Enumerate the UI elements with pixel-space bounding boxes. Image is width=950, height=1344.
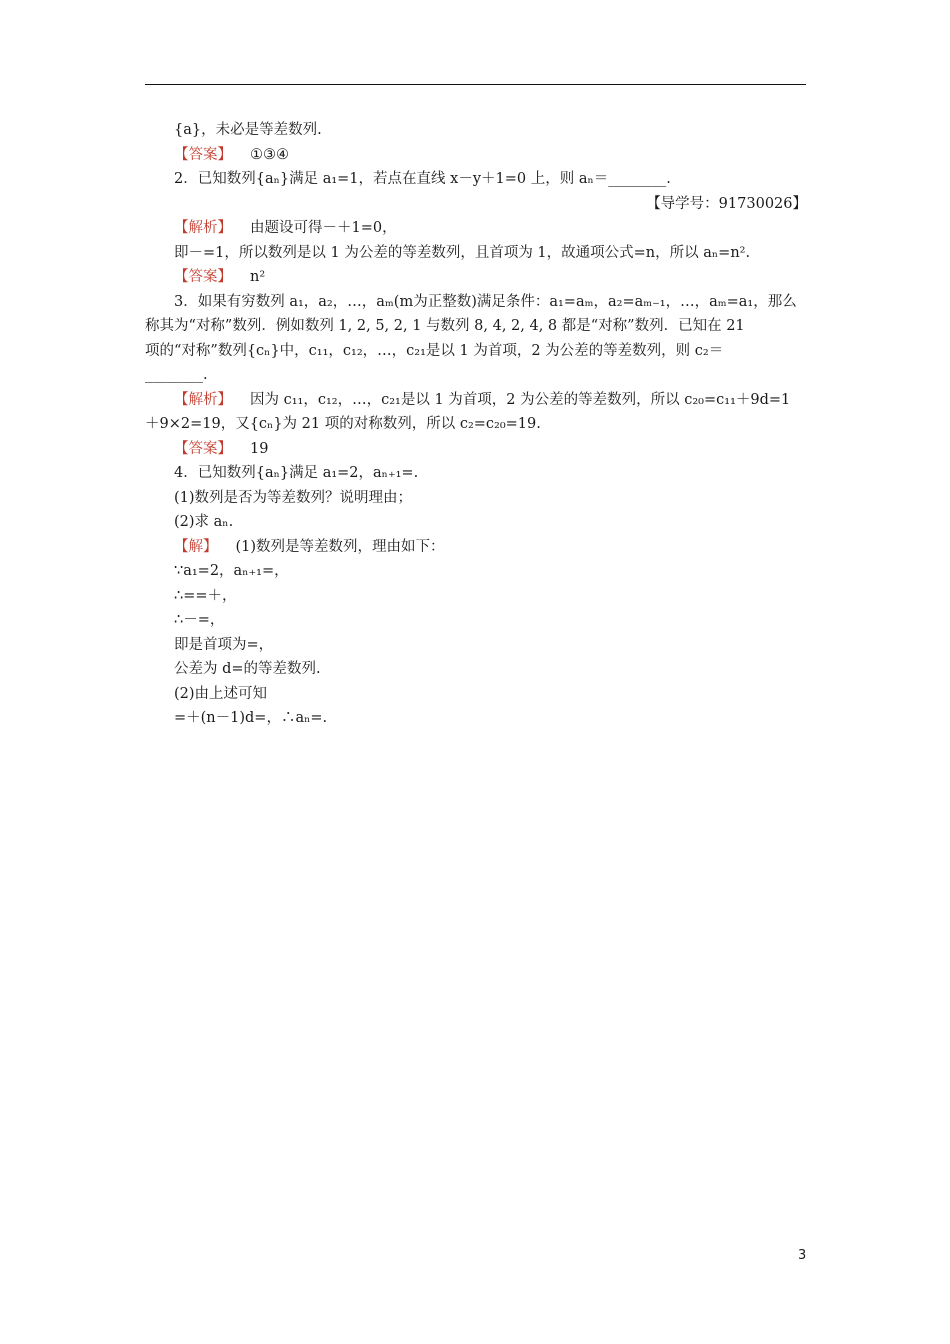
solution-label: 【解】 bbox=[174, 538, 218, 555]
text-line: ∵a₁=2，aₙ₊₁=， bbox=[174, 563, 289, 579]
text-line: (1)数列是否为等差数列？说明理由； bbox=[174, 489, 413, 506]
answer-line: 【答案】 n² bbox=[174, 269, 266, 285]
answer-line: 【答案】 19 bbox=[174, 440, 269, 457]
text-line: (2)求 aₙ. bbox=[174, 514, 234, 530]
text-line: ________. bbox=[145, 367, 208, 383]
analysis-label: 【解析】 bbox=[174, 220, 232, 236]
question-3: 3．如果有穷数列 a₁，a₂，…，aₘ(m为正整数)满足条件：a₁=aₘ，a₂=aₘ₋₁，…，aₘ=a₁，那么 bbox=[174, 293, 797, 310]
question-2: 2．已知数列{aₙ}满足 a₁=1，若点在直线 x－y＋1=0 上，则 aₙ＝________. bbox=[174, 171, 671, 187]
question-4: 4．已知数列{aₙ}满足 a₁=2，aₙ₊₁=. bbox=[174, 465, 419, 481]
analysis-label: 【解析】 bbox=[174, 391, 232, 408]
text-line: ∴==＋， bbox=[174, 587, 237, 604]
text-line: ∴－=， bbox=[174, 612, 225, 628]
text-line: 即是首项为=， bbox=[174, 636, 274, 653]
header-rule bbox=[145, 84, 806, 85]
document-body bbox=[145, 118, 807, 731]
answer-label: 【答案】 bbox=[174, 269, 232, 285]
guide-number: 【导学号：91730026】 bbox=[646, 195, 807, 212]
text-line: =＋(n－1)d=，∴aₙ=. bbox=[174, 710, 328, 726]
page-number: 3 bbox=[798, 1248, 807, 1263]
text-line: {a}，未必是等差数列. bbox=[174, 122, 322, 138]
text-line: (2)由上述可知 bbox=[174, 685, 268, 702]
text-line: 称其为“对称”数列．例如数列 1, 2, 5, 2, 1 与数列 8, 4, 2, 4, 8 都是“对称”数列．已知在 21 bbox=[145, 318, 745, 334]
text-line: 即－=1，所以数列是以 1 为公差的等差数列，且首项为 1，故通项公式=n，所以 aₙ=n². bbox=[174, 244, 751, 261]
text-line: ＋9×2=19，又{cₙ}为 21 项的对称数列，所以 c₂=c₂₀=19. bbox=[145, 416, 541, 432]
answer-line: 【答案】 ①③④ bbox=[174, 146, 289, 163]
answer-label: 【答案】 bbox=[174, 440, 232, 457]
text-line: 公差为 d=的等差数列. bbox=[174, 661, 321, 677]
text-line: 项的“对称”数列{cₙ}中，c₁₁，c₁₂，…，c₂₁是以 1 为首项，2 为公差的等差数列，则 c₂＝ bbox=[145, 342, 724, 359]
solution-line: 【解】 (1)数列是等差数列，理由如下： bbox=[174, 538, 445, 555]
analysis-line: 【解析】 由题设可得－＋1=0， bbox=[174, 220, 397, 236]
analysis-line: 【解析】 因为 c₁₁，c₁₂，…，c₂₁是以 1 为首项，2 为公差的等差数列，所以 c₂₀=c₁₁＋9d=1 bbox=[174, 391, 791, 408]
answer-label: 【答案】 bbox=[174, 146, 232, 163]
